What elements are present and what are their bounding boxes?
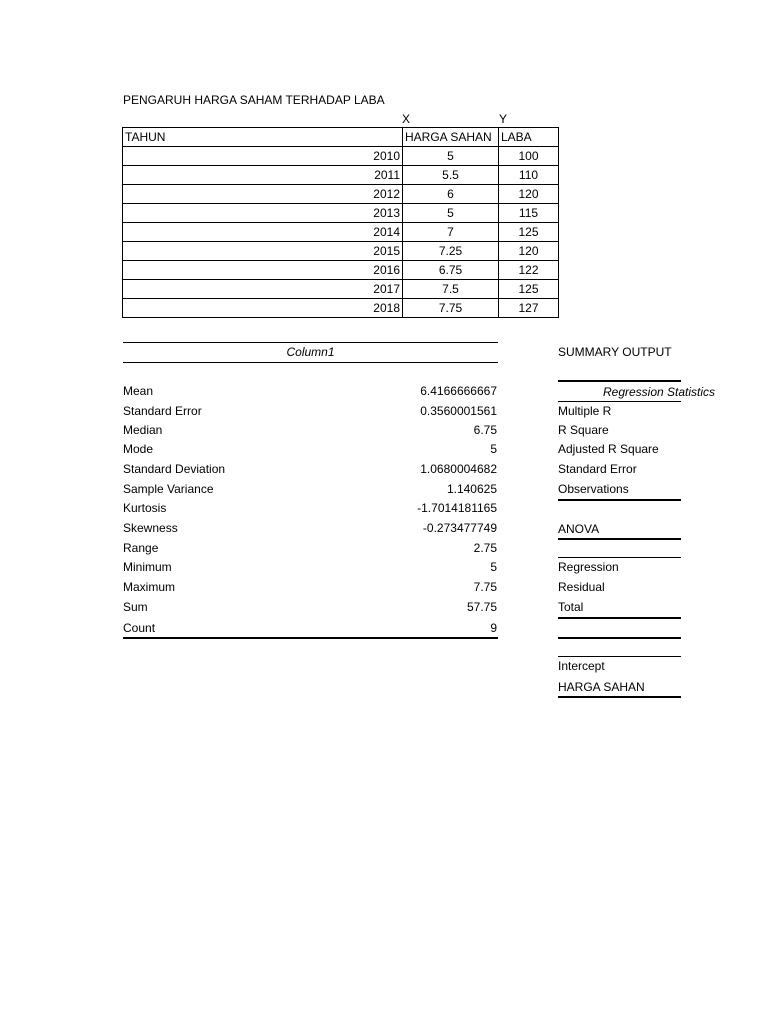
coefficient-row-label[interactable]: HARGA SAHAN [558, 680, 645, 694]
stat-label[interactable]: Skewness [123, 521, 178, 535]
cell-tahun[interactable]: 2012 [123, 185, 403, 204]
cell-harga-sahan[interactable]: 6 [403, 185, 499, 204]
stat-value[interactable]: 9 [490, 621, 497, 635]
stat-label[interactable]: Mode [123, 442, 154, 456]
regression-stat-label[interactable]: Adjusted R Square [558, 442, 659, 456]
regression-stat-label[interactable]: Multiple R [558, 404, 612, 418]
regression-stat-label[interactable]: Observations [558, 482, 629, 496]
x-variable-label: X [402, 112, 411, 126]
cell-tahun[interactable]: 2016 [123, 261, 403, 280]
regression-stat-label[interactable]: Standard Error [558, 462, 637, 476]
header-harga-sahan[interactable]: HARGA SAHAN [403, 128, 499, 147]
table-row [123, 223, 559, 242]
cell-harga-sahan[interactable]: 7.25 [403, 242, 499, 261]
coefficient-row-label[interactable]: Intercept [558, 659, 605, 673]
sheet-title: PENGARUH HARGA SAHAM TERHADAP LABA [123, 93, 385, 107]
stat-value[interactable]: 0.3560001561 [420, 404, 497, 418]
anova-bottom-rule [558, 617, 681, 619]
coef-top-rule [558, 637, 681, 639]
regression-header-clip [558, 384, 716, 400]
stat-value[interactable]: 1.0680004682 [420, 462, 497, 476]
cell-laba[interactable]: 120 [499, 242, 559, 261]
anova-header-rule [558, 557, 681, 558]
stat-label[interactable]: Standard Error [123, 404, 202, 418]
stat-label[interactable]: Mean [123, 384, 154, 398]
regression-top-rule [558, 380, 681, 382]
anova-row-label[interactable]: Regression [558, 560, 619, 574]
anova-row-label[interactable]: Residual [558, 580, 605, 594]
coef-bottom-rule [558, 696, 681, 698]
stat-label[interactable]: Range [123, 541, 159, 555]
stat-label[interactable]: Count [123, 621, 156, 635]
cell-laba[interactable]: 122 [499, 261, 559, 280]
cell-harga-sahan[interactable]: 5 [403, 204, 499, 223]
header-tahun[interactable]: TAHUN [123, 128, 403, 147]
stat-value[interactable]: 1.140625 [446, 482, 497, 496]
cell-harga-sahan[interactable]: 5.5 [403, 166, 499, 185]
coef-header-rule [558, 656, 681, 657]
cell-harga-sahan[interactable]: 6.75 [403, 261, 499, 280]
stat-value[interactable]: 7.75 [473, 580, 497, 594]
anova-top-rule [558, 538, 681, 540]
stat-value[interactable]: 57.75 [466, 600, 497, 614]
table-row [123, 242, 559, 261]
regression-stat-label[interactable]: R Square [558, 423, 609, 437]
data-table [122, 127, 559, 318]
stat-label[interactable]: Standard Deviation [123, 462, 226, 476]
cell-laba[interactable]: 120 [499, 185, 559, 204]
cell-tahun[interactable]: 2013 [123, 204, 403, 223]
cell-tahun[interactable]: 2011 [123, 166, 403, 185]
cell-harga-sahan[interactable]: 7.5 [403, 280, 499, 299]
stats-top-rule [123, 342, 498, 343]
cell-laba[interactable]: 115 [499, 204, 559, 223]
table-row [123, 261, 559, 280]
stat-label[interactable]: Kurtosis [123, 501, 167, 515]
cell-tahun[interactable]: 2010 [123, 147, 403, 166]
cell-laba[interactable]: 125 [499, 223, 559, 242]
summary-output-title[interactable]: SUMMARY OUTPUT [558, 345, 672, 359]
cell-laba[interactable]: 127 [499, 299, 559, 318]
stat-value[interactable]: 2.75 [473, 541, 497, 555]
cell-tahun[interactable]: 2015 [123, 242, 403, 261]
stat-value[interactable]: 5 [490, 560, 497, 574]
stat-label[interactable]: Sample Variance [123, 482, 214, 496]
table-row [123, 147, 559, 166]
cell-tahun[interactable]: 2014 [123, 223, 403, 242]
regression-bottom-rule [558, 499, 681, 501]
cell-tahun[interactable]: 2018 [123, 299, 403, 318]
table-row [123, 204, 559, 223]
cell-harga-sahan[interactable]: 7 [403, 223, 499, 242]
anova-title[interactable]: ANOVA [558, 522, 600, 536]
cell-tahun[interactable]: 2017 [123, 280, 403, 299]
stat-label[interactable]: Maximum [123, 580, 176, 594]
cell-harga-sahan[interactable]: 7.75 [403, 299, 499, 318]
table-row [123, 299, 559, 318]
anova-row-label[interactable]: Total [558, 600, 584, 614]
stat-label[interactable]: Median [123, 423, 163, 437]
stat-value[interactable]: -1.7014181165 [417, 501, 497, 515]
table-row [123, 280, 559, 299]
regression-header-rule [558, 401, 681, 402]
regression-stats-header[interactable]: Regression Statistics [603, 385, 716, 399]
cell-harga-sahan[interactable]: 5 [403, 147, 499, 166]
table-row [123, 166, 559, 185]
cell-laba[interactable]: 110 [499, 166, 559, 185]
stat-label[interactable]: Minimum [123, 560, 172, 574]
stats-column-header[interactable]: Column1 [286, 345, 335, 359]
y-variable-label: Y [499, 112, 508, 126]
table-header-row [123, 128, 559, 147]
stats-header-rule [123, 362, 498, 363]
stat-label[interactable]: Sum [123, 600, 148, 614]
stat-value[interactable]: 6.4166666667 [420, 384, 497, 398]
table-row [123, 185, 559, 204]
stats-bottom-rule [123, 637, 498, 639]
cell-laba[interactable]: 125 [499, 280, 559, 299]
cell-laba[interactable]: 100 [499, 147, 559, 166]
header-laba[interactable]: LABA [499, 128, 559, 147]
stat-value[interactable]: 5 [490, 442, 497, 456]
stat-value[interactable]: -0.273477749 [422, 521, 497, 535]
stat-value[interactable]: 6.75 [473, 423, 497, 437]
